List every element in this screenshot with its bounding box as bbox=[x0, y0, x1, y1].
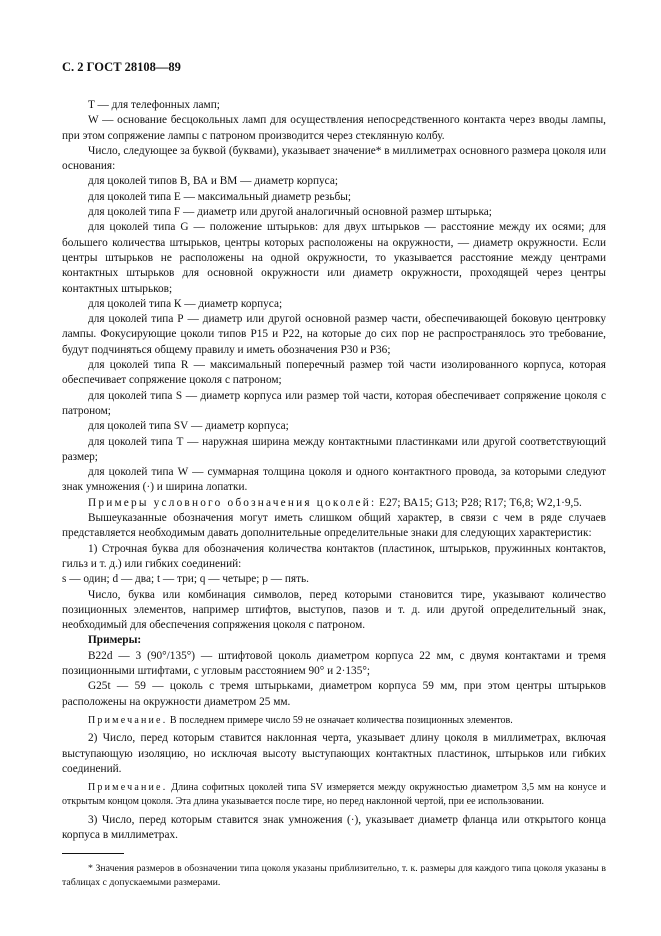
note-1-label: Примечание. bbox=[88, 714, 168, 726]
examples2-label: Примеры: bbox=[88, 634, 142, 647]
example-item: В22d — 3 (90°/135°) — штифтовой цоколь диаметром корпуса 22 мм, с двумя контактами и тремя позиционными штифтами, с угловым расстоянием 90° и 2·135°; bbox=[62, 649, 606, 677]
paragraph: s — один; d — два; t — три; q — четыре; р — пять. bbox=[62, 573, 309, 586]
paragraph: T — для телефонных ламп; bbox=[88, 99, 220, 111]
examples-label: Примеры условного обозначения цоколей: bbox=[88, 496, 377, 509]
paragraph: для цоколей типа Р — диаметр или другой основной размер части, обеспечивающей боковую центровку лампы. Фокусирующие цоколи типов Р15 и Р22, на которые до сих пор не распространялось это требование, будут подчиняться общему правилу и иметь обозначения Р30 и Р36; bbox=[62, 313, 606, 356]
examples-paragraph bbox=[62, 496, 606, 511]
example-item: G25t — 59 — цоколь с тремя штырьками, диаметром корпуса 59 мм, при этом центры штырьков расположены на окружности диаметром 25 мм. bbox=[62, 680, 606, 708]
item-2: 2) Число, перед которым ставится наклонная черта, указывает длину цоколя в миллиметрах, включая выступающую изоляцию, но исключая высоту выступающих контактных пластинок, штырьков или гибких соединений. bbox=[62, 732, 606, 776]
document-page bbox=[62, 60, 606, 889]
paragraph: для цоколей типа R — максимальный поперечный размер той части изолированного корпуса, которая обеспечивает сопряжение цоколя с патроном; bbox=[62, 359, 606, 387]
note-2-text: Длина софитных цоколей типа SV измеряется между окружностью диаметром 3,5 мм на конусе и открытым концом цоколя. Эта длина указывается после тире, но перед наклонной чертой, при ее использовании. bbox=[62, 782, 606, 807]
page-header: С. 2 ГОСТ 28108—89 bbox=[62, 60, 181, 74]
paragraph: W — основание бесцокольных ламп для осуществления непосредственного контакта через вводы лампы, при этом сопряжение лампы с патроном производится через стеклянную колбу. bbox=[62, 114, 606, 142]
paragraph: для цоколей типа W — суммарная толщина цоколя и одного контактного провода, за которыми следуют знак умножения (·) и ширина лопатки. bbox=[62, 466, 606, 494]
paragraph: для цоколей типа SV — диаметр корпуса; bbox=[88, 420, 289, 433]
paragraph: для цоколей типа F — диаметр или другой аналогичный основной размер штырька; bbox=[88, 206, 492, 219]
paragraph: Число, следующее за буквой (буквами), указывает значение* в миллиметрах основного размера цоколя или основания: bbox=[62, 144, 606, 173]
examples-text: Е27; ВА15; G13; Р28; R17; Т6,8; W2,1·9,5. bbox=[376, 496, 582, 509]
paragraph: 1) Строчная буква для обозначения количества контактов (пластинок, штырьков, пружинных контактов, гильз и т. д.) или гибких соединений: bbox=[62, 542, 606, 570]
paragraph: Число, буква или комбинация символов, перед которыми становится тире, указывают количество позиционных элементов, например штифтов, выступов, пазов и т. д. или другой определительный знак, необходимый для обеспечения сопряжения цоколя с патроном. bbox=[62, 588, 606, 632]
note-1 bbox=[62, 714, 606, 728]
footnote: * Значения размеров в обозначении типа цоколя указаны приблизительно, т. к. размеры для каждого типа цоколя указаны в таблицах с допускаемыми размерами. bbox=[62, 863, 606, 888]
paragraph: для цоколей типов В, ВА и ВМ — диаметр корпуса; bbox=[88, 175, 338, 188]
item-3: 3) Число, перед которым ставится знак умножения (·), указывает диаметр фланца или открытого конца корпуса в миллиметрах. bbox=[62, 813, 606, 841]
paragraph: для цоколей типа Т — наружная ширина между контактными пластинками или другой соответствующий размер; bbox=[62, 435, 606, 463]
paragraph: для цоколей типа G — положение штырьков: для двух штырьков — расстояние между их осями; для большего количества штырьков, центры которых расположены на окружности, — диаметр окружности. Если центры штырьков не расположены на одной окружности, то указывается расстояние между центрами контактных штырьков для основной окружности или диаметр окружности, проходящей через центры контактных штырьков; bbox=[62, 221, 606, 295]
paragraph: Вышеуказанные обозначения могут иметь слишком общий характер, в связи с чем в ряде случаев представляется необходимым давать дополнительные определительные знаки для следующих характеристик: bbox=[62, 512, 606, 540]
paragraph: для цоколей типа К — диаметр корпуса; bbox=[88, 297, 283, 310]
note-2 bbox=[62, 781, 606, 808]
document-body bbox=[62, 98, 606, 843]
footnote-divider bbox=[62, 853, 124, 854]
paragraph: для цоколей типа Е — максимальный диаметр резьбы; bbox=[88, 190, 351, 203]
paragraph: для цоколей типа S — диаметр корпуса или размер той части, которая обеспечивает сопряжение цоколя с патроном; bbox=[62, 389, 606, 417]
note-2-label: Примечание. bbox=[88, 782, 168, 794]
note-1-text: В последнем примере число 59 не означает количества позиционных элементов. bbox=[167, 714, 513, 726]
